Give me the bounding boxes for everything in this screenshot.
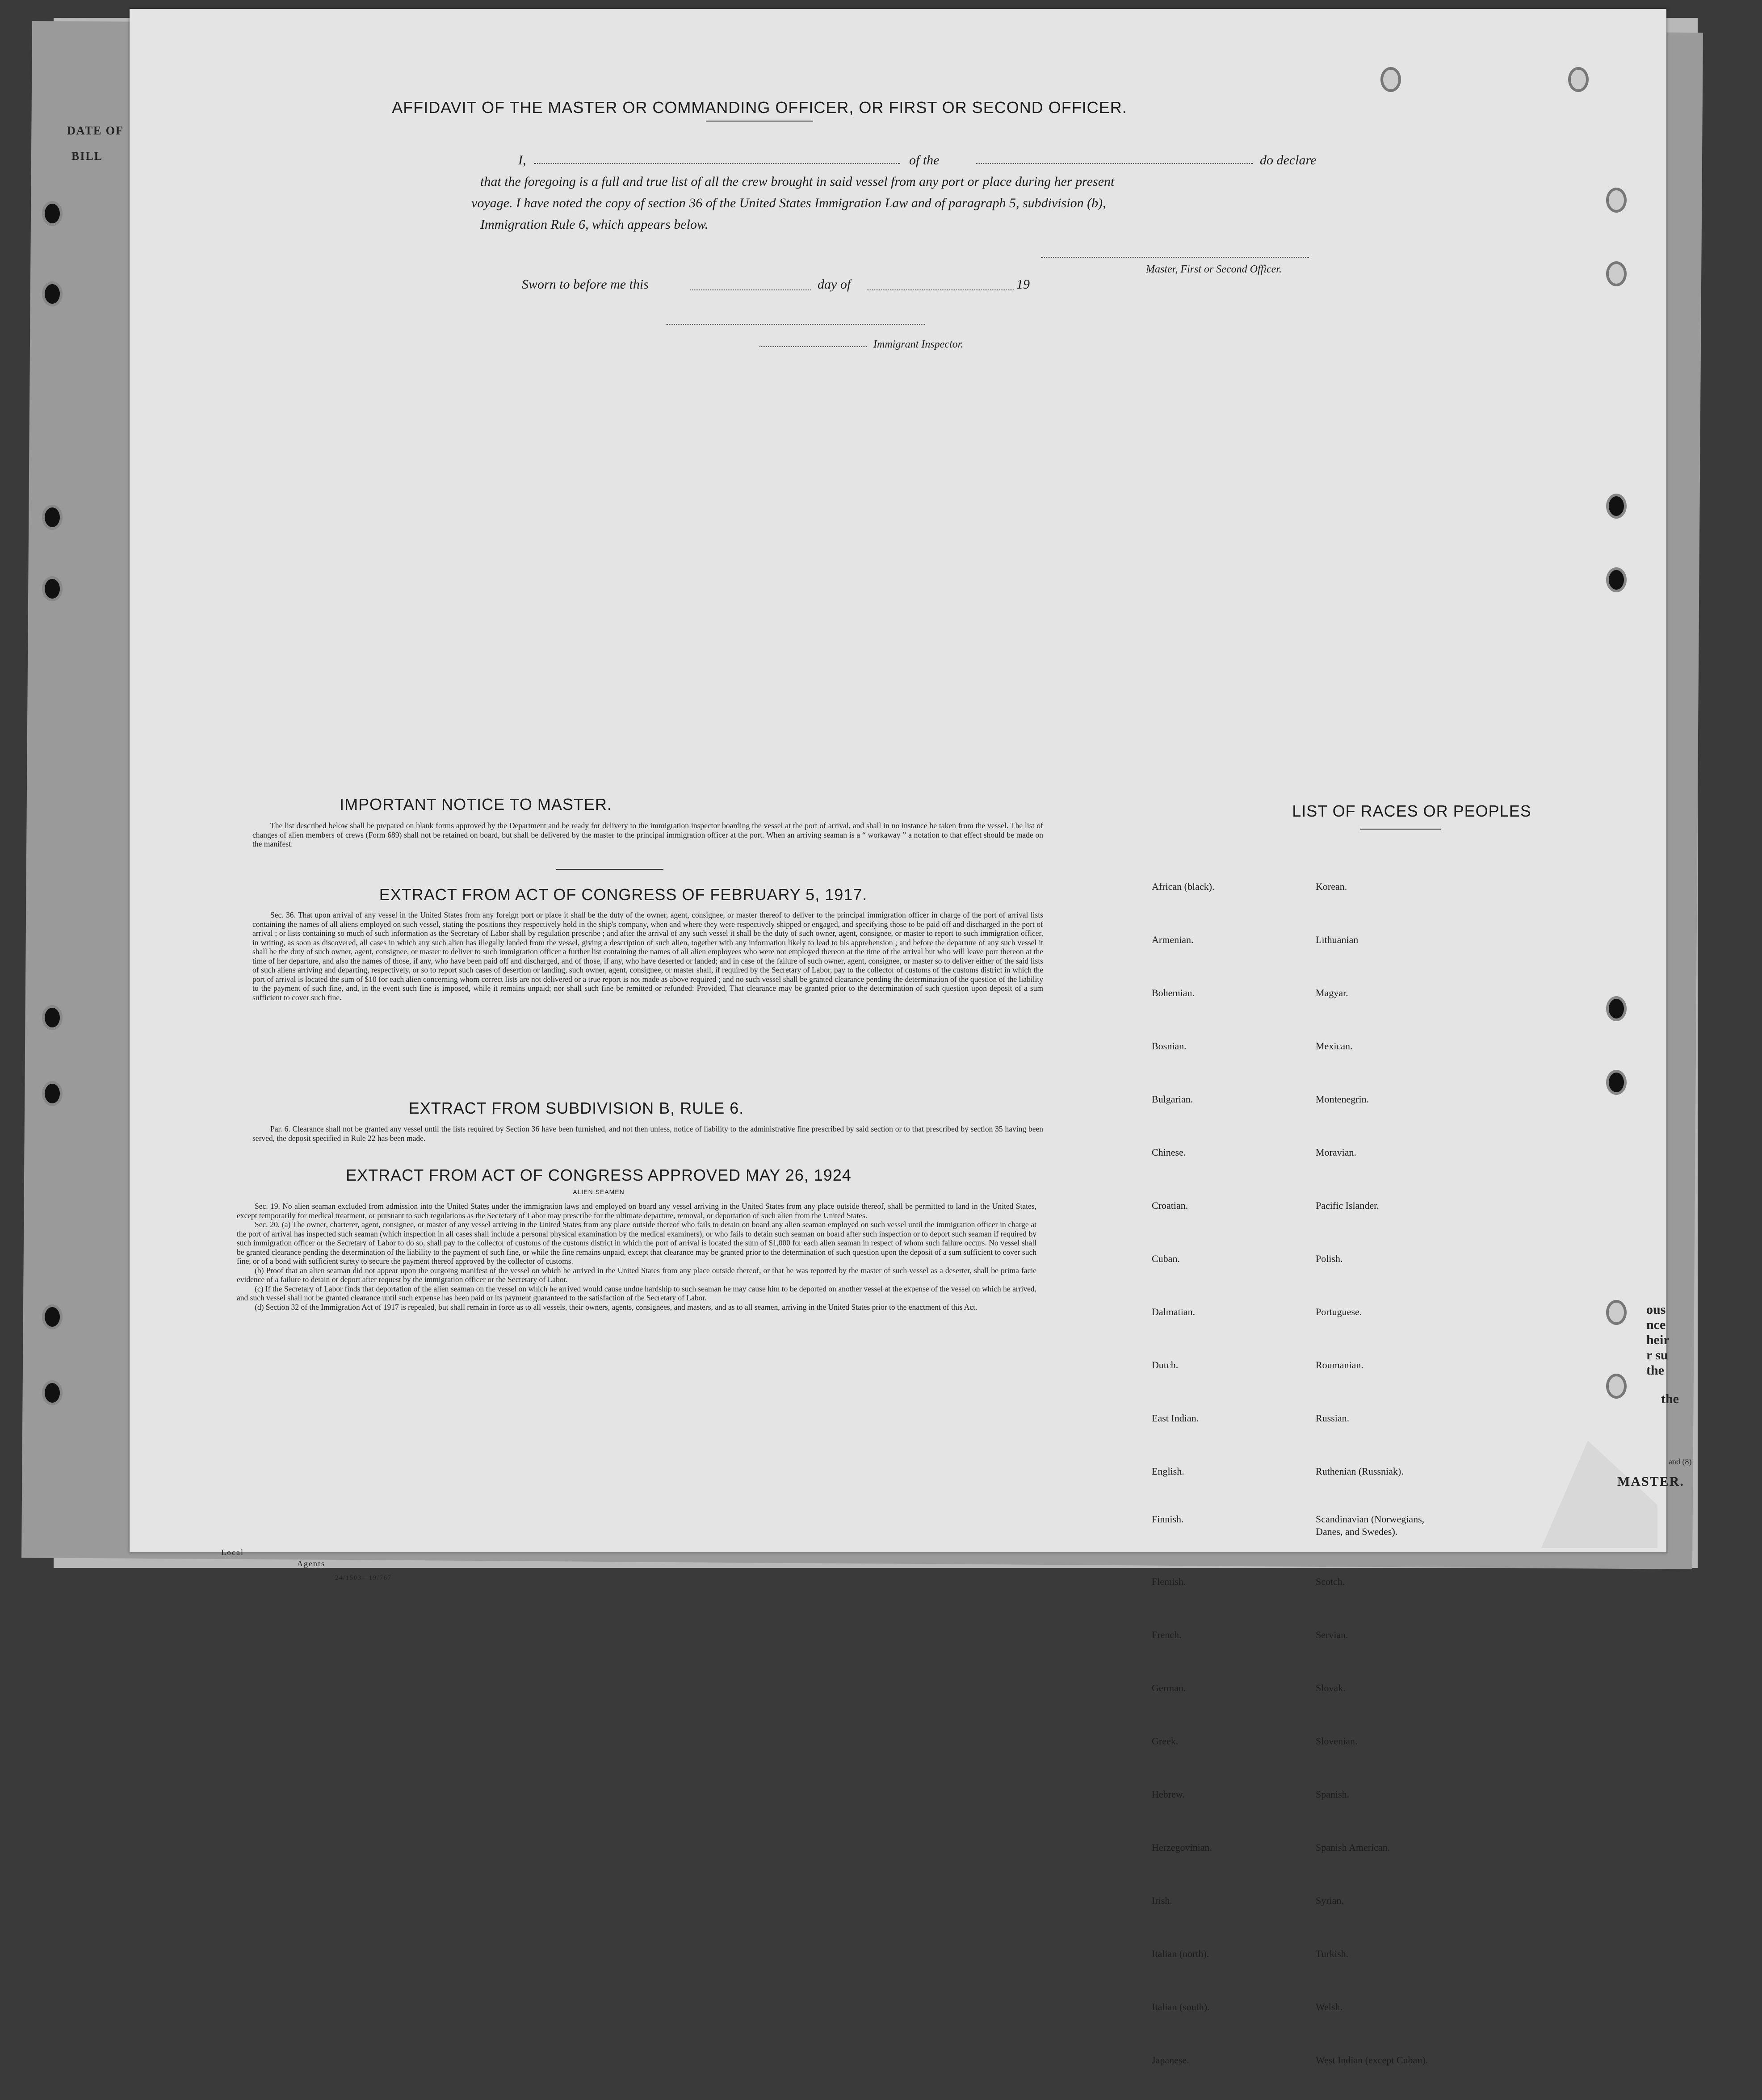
- master-label: Master, First or Second Officer.: [1146, 264, 1282, 275]
- punch-hole: [1606, 567, 1627, 592]
- sec20c-paragraph: (c) If the Secretary of Labor finds that deportation of the alien seaman on the vessel on which he arrived would cause undue hardship to such seaman he may cause him to be deported on another vessel at the expense of the vessel on which he arrived, and such vessel shall not be granted clearance until such expense has been paid or its payment guaranteed to the satisfaction of the Secretary of Labor.: [237, 1284, 1036, 1302]
- race-item: Hebrew.: [1152, 1789, 1185, 1800]
- race-item: Japanese.: [1152, 2054, 1189, 2066]
- race-item: Korean.: [1316, 880, 1347, 892]
- punch-hole: [42, 1304, 63, 1329]
- date-stamp-line1: DATE OF: [67, 124, 124, 137]
- race-item: Scandinavian (Norwegians, Danes, and Swedes).: [1316, 1513, 1425, 1537]
- inspector-name-field[interactable]: [759, 346, 867, 347]
- race-item: Italian (south).: [1152, 2001, 1210, 2012]
- right-margin-master: MASTER.: [1617, 1474, 1684, 1489]
- race-item: Pacific Islander.: [1316, 1199, 1379, 1211]
- race-item: Syrian.: [1316, 1895, 1344, 1906]
- punch-hole: [42, 201, 63, 226]
- rule6-paragraph: Par. 6. Clearance shall not be granted any vessel until the lists required by Section 36 have been furnished, and not then unless, notice of liability to the administrative fine prescribed by said section or to that prescribed by section 35 having been served, the deposit specified in Rule 22 has been made.: [252, 1124, 1043, 1143]
- punch-hole: [42, 1005, 63, 1030]
- punch-hole: [1568, 67, 1589, 92]
- affidavit-line2: that the foregoing is a full and true list of all the crew brought in said vessel from any port or place during her present: [480, 174, 1115, 189]
- race-item: African (black).: [1152, 880, 1215, 892]
- extract-1917-text: [252, 910, 1043, 1002]
- folded-corner: [1541, 1441, 1657, 1548]
- notice-rule: [556, 869, 663, 870]
- race-item: Armenian.: [1152, 934, 1194, 945]
- punch-hole: [42, 281, 63, 306]
- race-item: Turkish.: [1316, 1948, 1349, 1959]
- races-rule: [1360, 829, 1441, 830]
- bottom-agents: Agents: [297, 1559, 325, 1568]
- race-item: Mexican.: [1316, 1040, 1353, 1052]
- fragment-line: the: [1646, 1363, 1664, 1378]
- punch-hole: [1606, 494, 1627, 519]
- sec19-paragraph: Sec. 19. No alien seaman excluded from admission into the United States under the immigration laws and employed on board any vessel arriving in the United States from any place outside thereof, shall be permitted to land in the United States, except temporarily for medical treatment, or pursuant to such regulations as the Secretary of Labor may prescribe for the ultimate departure, removal, or deportation of such alien from the United States.: [237, 1202, 1036, 1220]
- race-item: East Indian.: [1152, 1412, 1199, 1424]
- race-item: Montenegrin.: [1316, 1093, 1369, 1105]
- punch-hole: [1606, 188, 1627, 213]
- punch-hole: [1606, 1070, 1627, 1095]
- rule6-title: EXTRACT FROM SUBDIVISION B, RULE 6.: [408, 1099, 744, 1117]
- race-item: Irish.: [1152, 1895, 1172, 1906]
- punch-hole: [42, 1380, 63, 1405]
- sec20a-paragraph: Sec. 20. (a) The owner, charterer, agent, consignee, or master of any vessel arriving in the United States from any place outside thereof who fails to detain on board any alien seaman employed on such vessel until the immigration officer in charge at the port of arrival has inspected such seaman (which inspection in all cases shall include a personal physical examination by the medical examiners), or who fails to detain such seaman on board after such inspection or to deport such seaman if required by such immigration officer or the Secretary of Labor to do so, shall pay to the collector of customs of the customs district in which the port of arrival is located the sum of $1,000 for each alien seaman in respect of whom such failure occurs. No vessel shall be granted clearance pending the determination of the liability to the payment of such fine, or while the fine remains unpaid, except that clearance may be granted prior to the determination of such question upon the deposit of a sum sufficient to cover such fine, or of a bond with sufficient surety to secure the payment thereof approved by the collector of customs.: [237, 1220, 1036, 1266]
- race-item: Finnish.: [1152, 1513, 1184, 1525]
- race-item: Bulgarian.: [1152, 1093, 1193, 1105]
- race-item: Italian (north).: [1152, 1948, 1209, 1959]
- year-text: 19: [1016, 277, 1030, 292]
- notice-paragraph: The list described below shall be prepared on blank forms approved by the Department and be ready for delivery to the immigration inspector boarding the vessel at the port of arrival, and shall in no instance be taken from the vessel. The list of changes of alien members of crews (Form 689) shall not be retained on board, but shall be delivered by the master to the principal immigration officer at the port. When an arriving seaman is a “ workaway ” a notation to that effect should be made on the manifest.: [252, 821, 1043, 848]
- master-signature-field[interactable]: [1041, 257, 1309, 258]
- fragment-line: r su: [1646, 1348, 1668, 1362]
- race-item: Cuban.: [1152, 1253, 1180, 1264]
- affidavit-line4: Immigration Rule 6, which appears below.: [480, 217, 709, 232]
- race-item: Greek.: [1152, 1735, 1179, 1747]
- race-item: Magyar.: [1316, 987, 1348, 998]
- fragment-line: nce: [1646, 1317, 1666, 1332]
- sec20b-paragraph: (b) Proof that an alien seaman did not appear upon the outgoing manifest of the vessel on which he arrived in the United States from any place outside thereof, or that he was reported by the master of such vessel as a deserter, shall be prima facie evidence of a failure to detain or deport after request by the immigration officer or the Secretary of Labor.: [237, 1266, 1036, 1284]
- bottom-form-number: 24/1503—19/767: [335, 1575, 392, 1581]
- sworn-text: Sworn to before me this: [522, 277, 649, 292]
- officer-name-field[interactable]: [534, 163, 900, 164]
- race-item: Bohemian.: [1152, 987, 1195, 998]
- right-margin-fragment: [1646, 1302, 1670, 1378]
- race-item: English.: [1152, 1465, 1184, 1477]
- affidavit-i: I,: [518, 153, 526, 168]
- race-item: Slovak.: [1316, 1682, 1346, 1693]
- rule6-text: [252, 1124, 1043, 1143]
- sec20d-paragraph: (d) Section 32 of the Immigration Act of 1917 is repealed, but shall remain in force as to all vessels, their owners, agents, consignees, and masters, and as to all seamen, arriving in the United States prior to the enactment of this Act.: [255, 1302, 977, 1312]
- extract-1924-title: EXTRACT FROM ACT OF CONGRESS APPROVED MAY 26, 1924: [346, 1166, 852, 1184]
- races-column-2: [1316, 847, 1450, 2100]
- race-item: Servian.: [1316, 1629, 1348, 1640]
- race-item: Slovenian.: [1316, 1735, 1358, 1747]
- race-item: Flemish.: [1152, 1576, 1186, 1587]
- race-item: Welsh.: [1316, 2001, 1342, 2012]
- race-item: Chinese.: [1152, 1146, 1186, 1158]
- race-item: Herzegovinian.: [1152, 1842, 1212, 1853]
- races-title: LIST OF RACES OR PEOPLES: [1292, 802, 1531, 820]
- punch-hole: [1606, 261, 1627, 286]
- vessel-name-field[interactable]: [976, 163, 1253, 164]
- punch-hole: [1606, 996, 1627, 1021]
- affidavit-line3: voyage. I have noted the copy of section 36 of the United States Immigration Law and of paragraph 5, subdivision (b),: [471, 196, 1106, 210]
- fragment-line: ous: [1646, 1302, 1666, 1317]
- sworn-month-field[interactable]: [867, 289, 1014, 290]
- race-item: Moravian.: [1316, 1146, 1357, 1158]
- extract-1917-title: EXTRACT FROM ACT OF CONGRESS OF FEBRUARY 5, 1917.: [379, 885, 868, 904]
- race-item: Portuguese.: [1316, 1306, 1362, 1317]
- race-item: Spanish American.: [1316, 1842, 1390, 1853]
- race-item: Bosnian.: [1152, 1040, 1187, 1052]
- notice-text: [252, 821, 1043, 849]
- affidavit-declare: do declare: [1260, 153, 1317, 168]
- punch-hole: [42, 576, 63, 601]
- inspector-signature-line[interactable]: [666, 324, 925, 325]
- extract-1917-paragraph: Sec. 36. That upon arrival of any vessel in the United States from any foreign port or place it shall be the duty of the owner, agent, consignee, or master thereof to deliver to the principal immigration officer in charge of the port of arrival lists containing the names of all aliens employed on such vessel, stating the positions they respectively hold in the ship's company, when and where they were respectively shipped or engaged, and specifying those to be paid off and discharged in the port of arrival ; or lists containing so much of such information as the Secretary of Labor shall by regulation prescribe ; and after the arrival of any such vessel it shall be the duty of such owner, agent, consignee, or master to report to such immigration officer, in writing, as soon as discovered, all cases in which any such alien has illegally landed from the vessel, giving a description of such alien, together with any information likely to lead to his apprehension ; and before the departure of any such vessel it shall be the duty of such owner, agent, consignee, or master to deliver to such immigration officer a further list containing the names of all alien employees who were not employed thereon at the time of the arrival but who will leave port thereon at the time of her departure, and also the names of those, if any, who have been paid off and discharged, and of those, if any, who have deserted or landed; and in case of the failure of such owner, agent, consignee, or master so to deliver either of the said lists of such aliens arriving and departing, respectively, or so to report such cases of desertion or landing, such owner, agent, consignee, or master shall, if required by the Secretary of Labor, pay to the collector of customs of the customs district in which the port of arrival is located the sum of $10 for each alien concerning whom correct lists are not delivered or a true report is not made as above required ; and no such vessel shall be granted clearance pending the determination of the question of the liability to the payment of such fine, and, in the event such fine is imposed, while it remains unpaid; nor shall such fine be remitted or refunded: Provided, That clearance may be granted prior to the determination of such question upon deposit of a sum sufficient to cover such fine.: [252, 910, 1043, 1002]
- alien-seamen-subtitle: ALIEN SEAMEN: [573, 1188, 625, 1195]
- races-column-1: [1152, 847, 1214, 2100]
- race-item: Polish.: [1316, 1253, 1343, 1264]
- right-margin-fragment: the: [1661, 1392, 1679, 1406]
- race-item: Roumanian.: [1316, 1359, 1363, 1371]
- day-of-text: day of: [818, 277, 851, 292]
- race-item: Dutch.: [1152, 1359, 1179, 1371]
- race-item: Scotch.: [1316, 1576, 1345, 1587]
- race-item: German.: [1152, 1682, 1186, 1693]
- affidavit-title-rule: [706, 121, 813, 122]
- race-item: Russian.: [1316, 1412, 1350, 1424]
- race-item: Croatian.: [1152, 1199, 1188, 1211]
- bottom-local: Local: [221, 1548, 244, 1557]
- notice-title: IMPORTANT NOTICE TO MASTER.: [340, 795, 612, 813]
- fragment-line: heir: [1646, 1333, 1670, 1347]
- race-item: Lithuanian: [1316, 934, 1359, 945]
- affidavit-of-the: of the: [909, 153, 940, 168]
- sworn-day-field[interactable]: [690, 289, 811, 290]
- race-item: Dalmatian.: [1152, 1306, 1196, 1317]
- inspector-label: Immigrant Inspector.: [873, 339, 964, 350]
- race-item: Spanish.: [1316, 1789, 1350, 1800]
- punch-hole: [1606, 1374, 1627, 1399]
- punch-hole: [1606, 1300, 1627, 1325]
- affidavit-title: AFFIDAVIT OF THE MASTER OR COMMANDING OFFICER, OR FIRST OR SECOND OFFICER.: [392, 98, 1127, 117]
- punch-hole: [42, 1081, 63, 1106]
- extract-1924-text: [237, 1202, 1036, 1312]
- right-margin-and: and (8): [1669, 1457, 1692, 1466]
- race-item: French.: [1152, 1629, 1182, 1640]
- punch-hole: [1380, 67, 1401, 92]
- date-stamp-line2: BILL: [71, 150, 103, 163]
- race-item: Ruthenian (Russniak).: [1316, 1465, 1404, 1477]
- punch-hole: [42, 505, 63, 530]
- race-item: West Indian (except Cuban).: [1316, 2054, 1428, 2066]
